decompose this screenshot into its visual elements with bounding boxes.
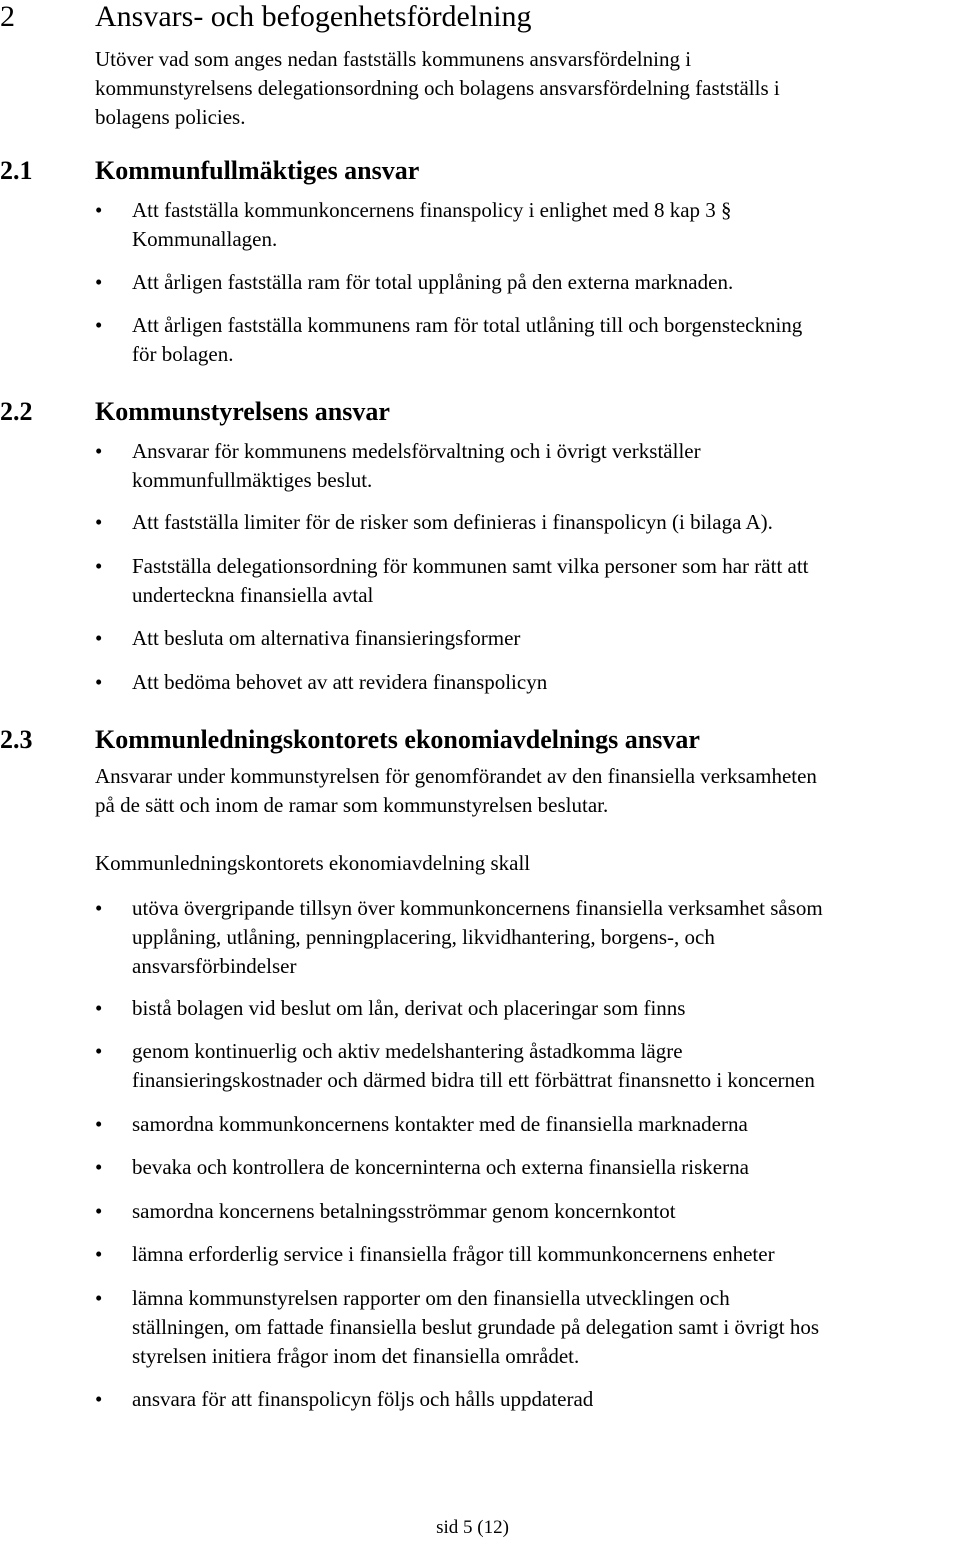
bullet-icon: • xyxy=(95,896,103,920)
page-number: sid 5 (12) xyxy=(436,1517,509,1538)
section-number: 2 xyxy=(0,0,15,33)
bullet-icon: • xyxy=(95,1286,103,1310)
bullet-icon: • xyxy=(95,313,103,337)
bullet-icon: • xyxy=(95,996,103,1020)
bullet-icon: • xyxy=(95,554,103,578)
subsection-heading-2-3 xyxy=(0,724,960,756)
bullet-icon: • xyxy=(95,1155,103,1179)
subsection-title: Kommunstyrelsens ansvar xyxy=(95,397,390,426)
subsection-heading-2-2 xyxy=(0,396,960,428)
bullet-icon: • xyxy=(95,1039,103,1063)
section-heading xyxy=(0,0,960,34)
section-intro: Utöver vad som anges nedan fastställs kommunens ansvarsfördelning i kommunstyrelsens delegationsordning och bolagens ansvarsfördelning fastställs i bolagens policies. xyxy=(95,47,780,129)
subsection-intro: Ansvarar under kommunstyrelsen för genomförandet av den finansiella verksamheten på de sätt och inom de ramar som kommunstyrelsen beslutar. xyxy=(95,764,817,817)
bullet-icon: • xyxy=(95,670,103,694)
bullet-icon: • xyxy=(95,1112,103,1136)
bullet-icon: • xyxy=(95,198,103,222)
subsection-title: Kommunfullmäktiges ansvar xyxy=(95,156,420,185)
subsection-number: 2.2 xyxy=(0,397,33,426)
bullet-icon: • xyxy=(95,510,103,534)
bullet-icon: • xyxy=(95,1199,103,1223)
bullet-icon: • xyxy=(95,1387,103,1411)
bullet-icon: • xyxy=(95,439,103,463)
subsection-number: 2.3 xyxy=(0,725,33,754)
subsection-title: Kommunledningskontorets ekonomiavdelnings ansvar xyxy=(95,725,700,754)
bullet-icon: • xyxy=(95,270,103,294)
subsection-heading-2-1 xyxy=(0,155,960,187)
section-title: Ansvars- och befogenhetsfördelning xyxy=(95,0,532,33)
document-page: 2 Ansvars- och befogenhetsfördelning Utöver vad som anges nedan fastställs kommunens ansvarsfördelning i kommunstyrelsens delegationsordning och bolagens ansvarsfördelning fastställs i bolagens policies. 2.1 Kommunfullmäktiges ansvar • Att fastställa kommunkoncernens finanspolicy i enlighet med 8 kap 3 § Kommunallagen. • Att årligen fastställa ram för total upplåning på den externa marknaden. • Att årligen fastställa kommunens ram för total utlåning till och borgensteckning för bolagen. 2.2 Kommunstyrelsens ansvar • Ansvarar för kommunens medelsförvaltning och i övrigt verkställer kommunfullmäktiges beslut. • Att fastställa limiter för de risker som definieras i finanspolicyn (i bilaga A). • Fastställa delegationsordning för kommunen samt vilka personer som har rätt att underteckna finansiella avtal • Att besluta om alternativa finansieringsformer • Att bedöma behovet av att revidera finanspolicyn 2.3 Kommunledningskontorets ekonomiavdelnings ansvar Ansvarar under kommunstyrelsen för genomförandet av den finansiella verksamheten på de sätt och inom de ramar som kommunstyrelsen beslutar. Kommunledningskontorets ekonomiavdelning skall • utöva övergripande tillsyn över kommunkoncernens finansiella verksamhet såsom upplåning, utlåning, penningplacering, likvidhantering, borgens-, och ansvarsförbindelser • bistå bolagen vid beslut om lån, derivat och placeringar som finns • genom kontinuerlig och aktiv medelshantering åstadkomma lägre finansieringskostnader och därmed bidra till ett förbättrat finansnetto i koncernen • samordna kommunkoncernens kontakter med de finansiella marknaderna • bevaka och kontrollera de koncerninterna och externa finansiella riskerna • samordna koncernens betalningsströmmar genom koncernkontot • lämna erforderlig service i finansiella frågor till kommunkoncernens enheter • lämna kommunstyrelsen rapporter om den finansiella utvecklingen och ställningen, om fattade finansiella beslut grundade på delegation samt i övrigt hos styrelsen initiera frågor inom det finansiella området. • ansvara för att finanspolicyn följs och hålls uppdaterad sid 5 (12) xyxy=(0,0,960,1541)
bullet-icon: • xyxy=(95,1242,103,1266)
bullet-icon: • xyxy=(95,626,103,650)
list-lead: Kommunledningskontorets ekonomiavdelning skall xyxy=(95,851,531,875)
subsection-number: 2.1 xyxy=(0,156,33,185)
